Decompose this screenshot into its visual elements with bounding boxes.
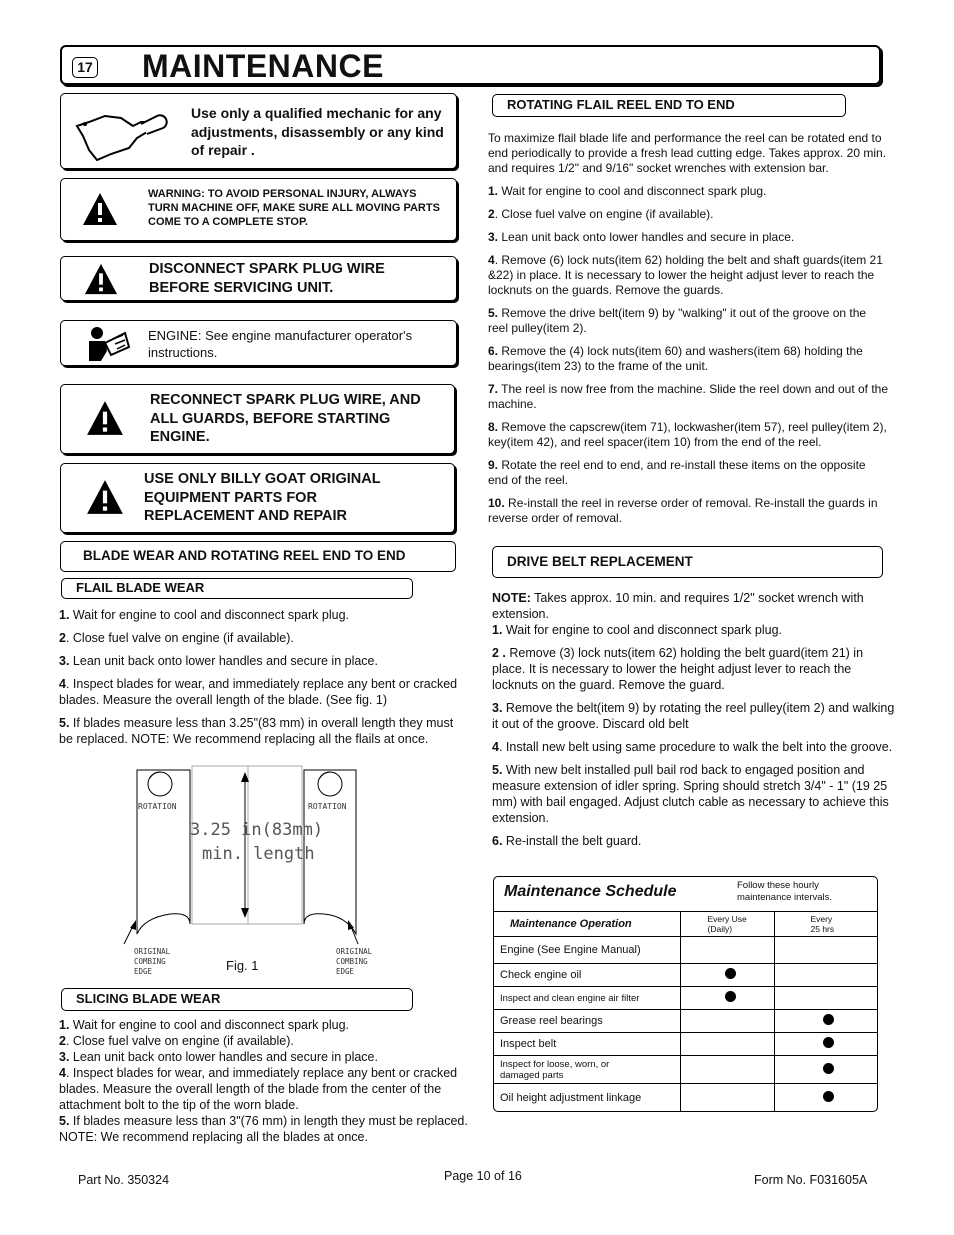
schedule-row [494, 964, 877, 987]
check-dot-icon [823, 1014, 834, 1025]
engine-notice [60, 320, 457, 366]
flail-step: 3. Lean unit back onto lower handles and secure in place. [59, 654, 378, 668]
col-operation: Maintenance Operation [494, 912, 680, 937]
reconnect-notice [60, 384, 455, 454]
belt-step: 3. Remove the belt(item 9) by rotating the reel pulley(item 2) and walking it out of the groove. Discard old belt [492, 701, 895, 731]
page-number: Page 10 of 16 [444, 1169, 522, 1183]
part-number: Part No. 350324 [78, 1173, 170, 1187]
section-header [60, 45, 881, 85]
reel-heading: ROTATING FLAIL REEL END TO END [492, 94, 846, 117]
reel-intro: To maximize flail blade life and performance the reel can be rotated end to end periodically to provide a fresh lead cutting edge. Takes approx. 20 min. and requires 1/2" and 9/16" socket wrenches with extension bar. [488, 131, 887, 175]
schedule-25-cell [774, 964, 877, 987]
reel-step: 7. The reel is now free from the machine. Slide the reel down and out of the machine. [488, 382, 889, 411]
reel-step: 10. Re-install the reel in reverse order of removal. Re-install the guards in reverse order of removal. [488, 496, 878, 525]
schedule-op: Engine (See Engine Manual) [494, 937, 680, 964]
drive-belt-heading-box [492, 546, 883, 578]
schedule-25-cell [774, 1056, 877, 1084]
flail-step: 2. Close fuel valve on engine (if available). [59, 631, 294, 645]
edge-label-left: ORIGINAL COMBING EDGE [134, 947, 171, 976]
warning-icon [83, 262, 119, 296]
engine-text: ENGINE: See engine manufacturer operator's instructions. [148, 328, 413, 360]
warning-notice [60, 178, 457, 241]
check-dot-icon [823, 1091, 834, 1102]
schedule-daily-cell [680, 1033, 774, 1056]
schedule-title: Maintenance Schedule [504, 883, 677, 900]
length-label-1: 3.25 in(83mm) [190, 820, 324, 840]
drive-belt-heading: DRIVE BELT REPLACEMENT [507, 554, 693, 569]
edge-label-right: ORIGINAL COMBING EDGE [336, 947, 373, 976]
schedule-op: Inspect belt [494, 1033, 680, 1056]
schedule-daily-cell [680, 1084, 774, 1112]
original-parts-text: USE ONLY BILLY GOAT ORIGINAL EQUIPMENT PARTS FOR REPLACEMENT AND REPAIR [144, 471, 381, 524]
reel-step: 3. Lean unit back onto lower handles and secure in place. [488, 230, 795, 244]
belt-step: 4. Install new belt using same procedure to walk the belt into the groove. [492, 740, 893, 754]
disconnect-text: DISCONNECT SPARK PLUG WIRE BEFORE SERVICING UNIT. [149, 261, 385, 296]
reel-step: 4. Remove (6) lock nuts(item 62) holding the belt and shaft guards(item 21 &22) in place. It is necessary to lower the height adjust lever to reach the locknuts on the guards. Remove the guards. [488, 253, 883, 297]
warning-text: WARNING: TO AVOID PERSONAL INJURY, ALWAYS TURN MACHINE OFF, MAKE SURE ALL MOVING PARTS COME TO A COMPLETE STOP. [148, 188, 440, 228]
schedule-25-cell [774, 937, 877, 964]
check-dot-icon [823, 1037, 834, 1048]
check-dot-icon [725, 968, 736, 979]
belt-note: NOTE: Takes approx. 10 min. and requires 1/2" socket wrench with extension. [492, 591, 864, 621]
schedule-row [494, 937, 877, 964]
schedule-daily-cell [680, 987, 774, 1010]
slicing-step: 2. Close fuel valve on engine (if available). [59, 1034, 294, 1048]
schedule-header-row [494, 912, 877, 937]
rotation-label-left: ROTATION [138, 802, 177, 811]
flail-steps [59, 607, 459, 747]
schedule-daily-cell [680, 937, 774, 964]
mechanic-notice [60, 93, 457, 169]
belt-step: 2 . Remove (3) lock nuts(item 62) holding the belt guard(item 21) in place. It is necessary to lower the height adjust lever to reach the locknuts on the guard. Remove the guard. [492, 646, 864, 692]
section-number: 17 [72, 57, 98, 78]
schedule-table [494, 911, 877, 1112]
slicing-step: 1. Wait for engine to cool and disconnect spark plug. [59, 1018, 349, 1032]
length-label-2: min. length [202, 844, 315, 864]
slicing-blade-heading: SLICING BLADE WEAR [61, 988, 413, 1011]
reconnect-text: RECONNECT SPARK PLUG WIRE, AND ALL GUARDS, BEFORE STARTING ENGINE. [150, 392, 421, 445]
belt-step: 5. With new belt installed pull bail rod back to engaged position and measure extension of idler spring. Spring should stretch 3/4" - 1" (19 25 mm) with bail engaged. Adjust clutch cable as necessary to achieve this extension. [492, 763, 889, 825]
belt-section [492, 590, 898, 849]
manual-reading-icon [85, 325, 131, 363]
schedule-note: Follow these hourly maintenance intervals. [737, 880, 833, 903]
schedule-op: Check engine oil [494, 964, 680, 987]
flail-step: 1. Wait for engine to cool and disconnect spark plug. [59, 608, 349, 622]
figure-caption: Fig. 1 [226, 958, 259, 973]
warning-icon [85, 399, 125, 437]
reel-step: 2. Close fuel valve on engine (if available). [488, 207, 714, 221]
reel-step: 9. Rotate the reel end to end, and re-install these items on the opposite end of the reel. [488, 458, 866, 487]
mechanic-text: Use only a qualified mechanic for any adjustments, disassembly or any kind of repair . [191, 105, 444, 158]
original-parts-notice [60, 463, 455, 533]
disconnect-notice [60, 256, 457, 301]
col-25hrs: Every 25 hrs [774, 912, 877, 937]
schedule-op: Oil height adjustment linkage [494, 1084, 680, 1112]
reel-step: 8. Remove the capscrew(item 71), lockwasher(item 57), reel pulley(item 2), key(item 42), and reel spacer(item 10) from the end of the reel. [488, 420, 887, 449]
schedule-row [494, 987, 877, 1010]
rotation-label-right: ROTATION [308, 802, 347, 811]
slicing-step: 3. Lean unit back onto lower handles and secure in place. [59, 1050, 378, 1064]
schedule-25-cell [774, 987, 877, 1010]
col-daily: Every Use (Daily) [680, 912, 774, 937]
flail-step: 4. Inspect blades for wear, and immediately replace any bent or cracked blades. Measure the overall length of the blade. (See fig. 1) [59, 677, 458, 707]
schedule-op: Inspect and clean engine air filter [494, 987, 680, 1010]
schedule-row [494, 1033, 877, 1056]
schedule-25-cell [774, 1010, 877, 1033]
warning-icon [81, 191, 119, 227]
flail-step: 5. If blades measure less than 3.25"(83 mm) in overall length they must be replaced. NOTE: We recommend replacing all the flails at once. [59, 716, 454, 746]
belt-step: 6. Re-install the belt guard. [492, 834, 642, 848]
schedule-25-cell [774, 1084, 877, 1112]
slicing-steps [59, 1017, 469, 1145]
schedule-25-cell [774, 1033, 877, 1056]
reel-step: 5. Remove the drive belt(item 9) by "walking" it out of the groove on the reel pulley(item 2). [488, 306, 867, 335]
schedule-row [494, 1010, 877, 1033]
warning-icon [85, 478, 125, 516]
slicing-step: 4. Inspect blades for wear, and immediately replace any bent or cracked blades. Measure the overall length of the blade from the center of the attachment bolt to the tip of the worn blade. [59, 1066, 458, 1112]
reel-step: 1. Wait for engine to cool and disconnect spark plug. [488, 184, 767, 198]
schedule-row [494, 1084, 877, 1112]
reel-step: 6. Remove the (4) lock nuts(item 60) and washers(item 68) holding the bearings(item 23) to the frame of the unit. [488, 344, 863, 373]
form-number: Form No. F031605A [754, 1173, 868, 1187]
schedule-row [494, 1056, 877, 1084]
schedule-op: Inspect for loose, worn, or damaged parts [494, 1056, 680, 1084]
flail-blade-heading: FLAIL BLADE WEAR [61, 578, 413, 599]
check-dot-icon [725, 991, 736, 1002]
belt-step: 1. Wait for engine to cool and disconnect spark plug. [492, 623, 782, 637]
page-title: MAINTENANCE [142, 48, 384, 84]
schedule-op: Grease reel bearings [494, 1010, 680, 1033]
schedule-daily-cell [680, 964, 774, 987]
reel-section [488, 131, 888, 526]
schedule-daily-cell [680, 1056, 774, 1084]
maintenance-schedule [493, 876, 878, 1112]
wrench-hand-icon [71, 104, 171, 162]
slicing-step: 5. If blades measure less than 3"(76 mm) in length they must be replaced. NOTE: We recommend replacing all the blades at once. [59, 1114, 468, 1144]
figure-1 [110, 764, 400, 982]
blade-wear-heading: BLADE WEAR AND ROTATING REEL END TO END [60, 541, 456, 572]
check-dot-icon [823, 1063, 834, 1074]
schedule-daily-cell [680, 1010, 774, 1033]
